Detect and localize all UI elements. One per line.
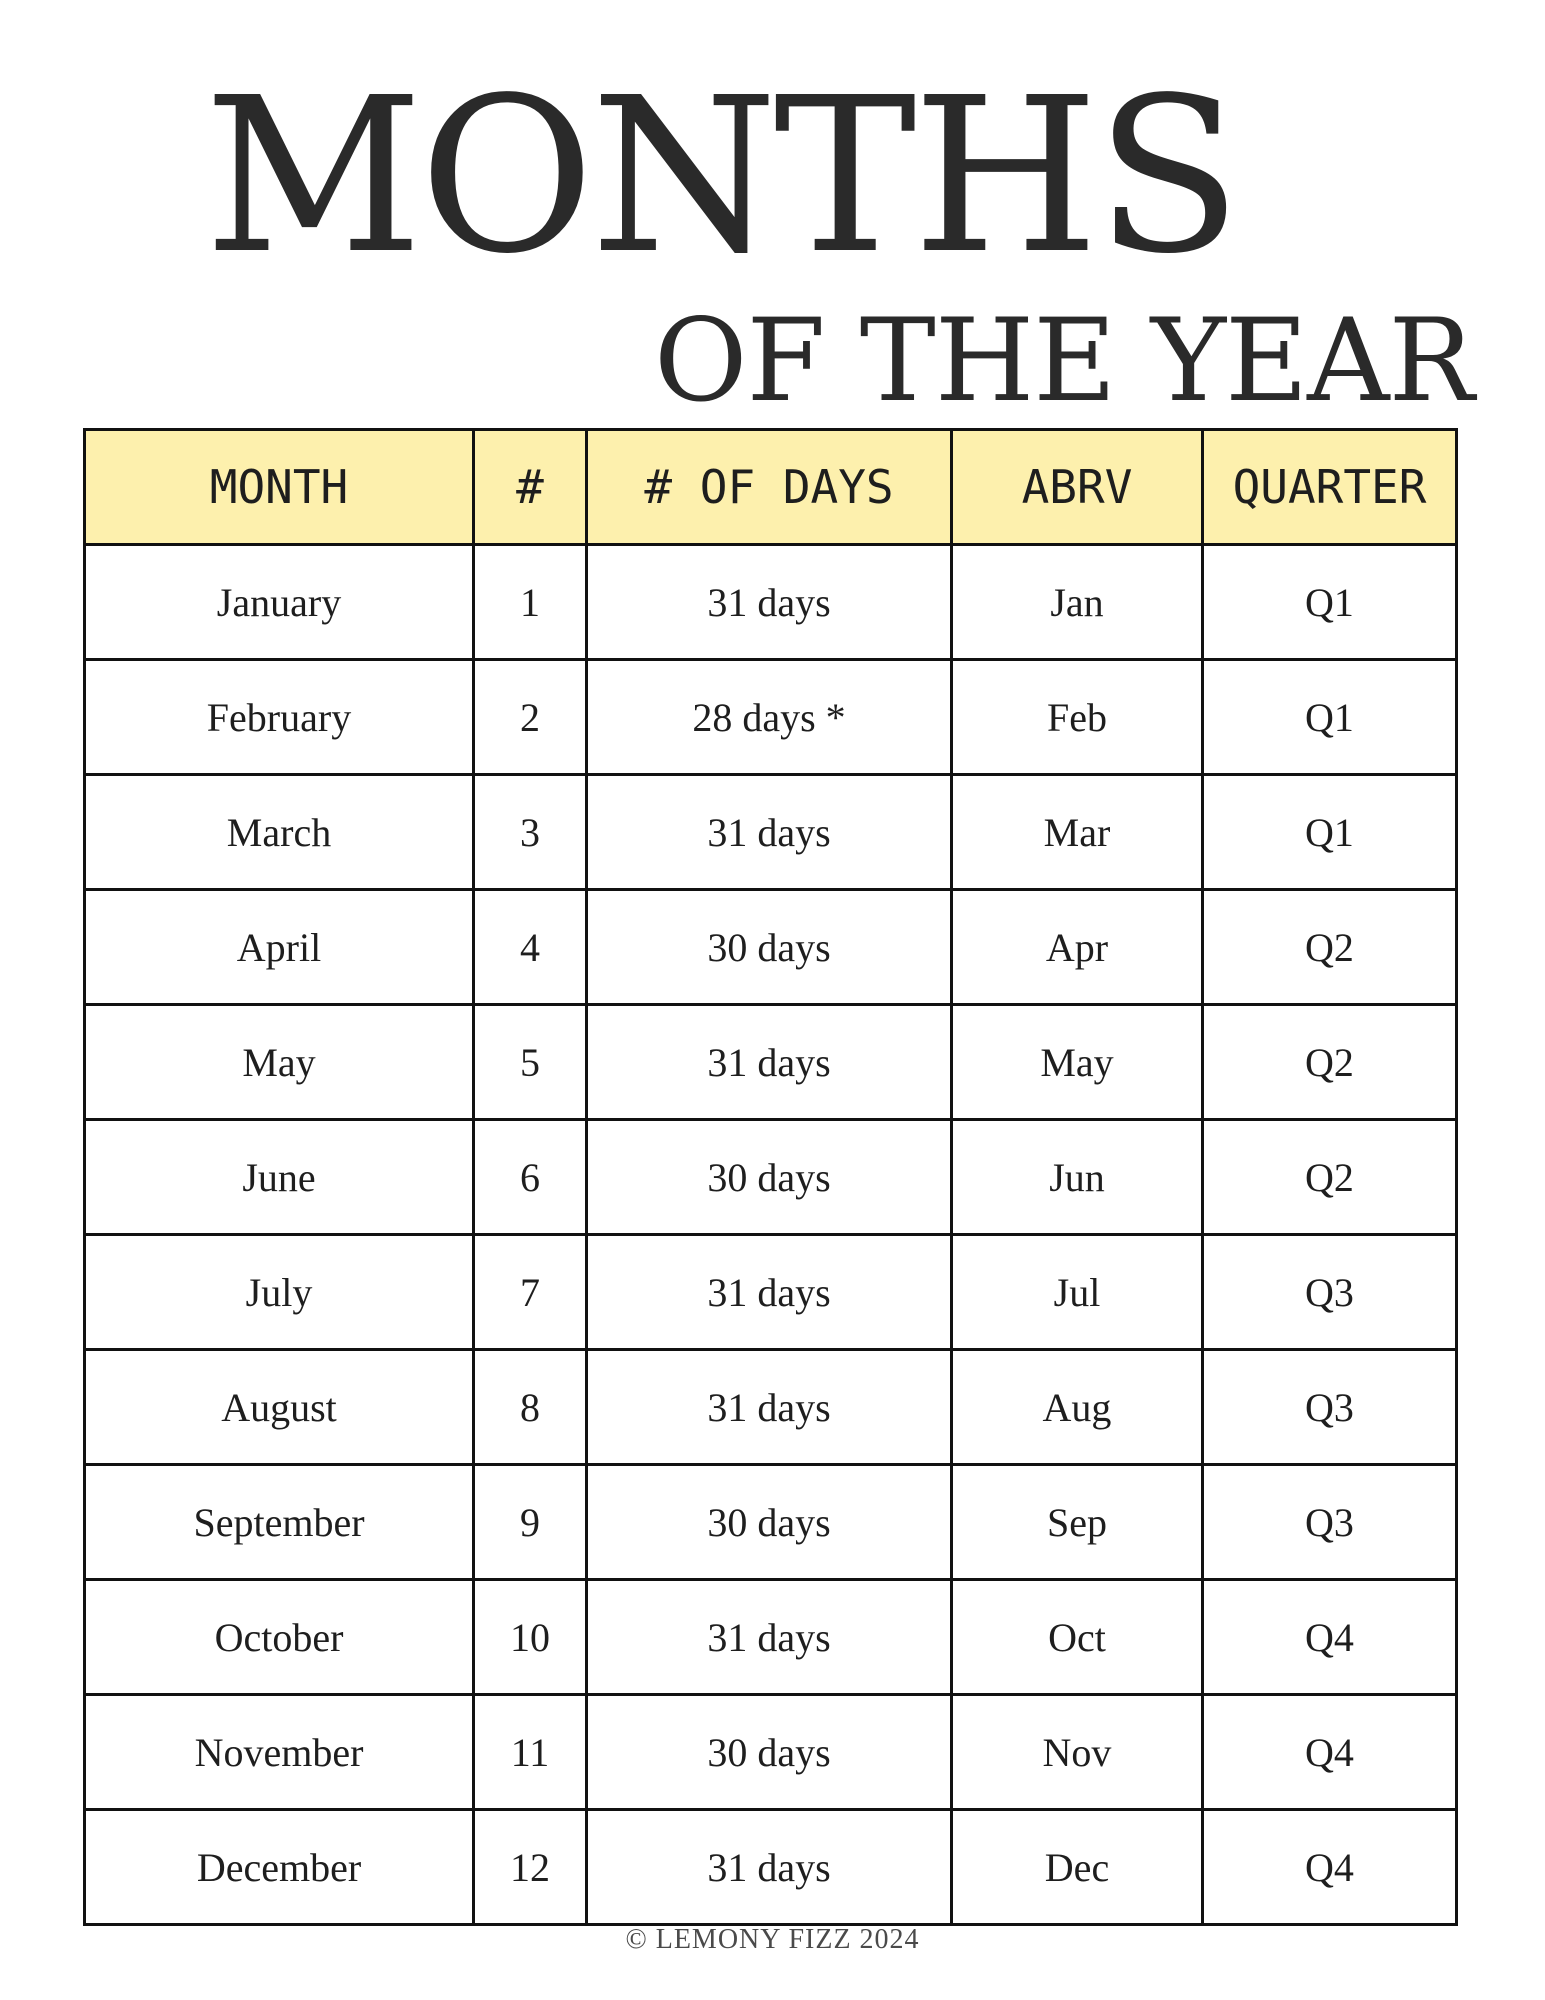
cell-month: November bbox=[85, 1695, 474, 1810]
cell-number: 3 bbox=[474, 775, 587, 890]
cell-abrv: Nov bbox=[952, 1695, 1203, 1810]
table-row bbox=[85, 1235, 1457, 1350]
copyright-footer: © LEMONY FIZZ 2024 bbox=[625, 1924, 920, 1955]
cell-abrv: Oct bbox=[952, 1580, 1203, 1695]
cell-number: 5 bbox=[474, 1005, 587, 1120]
cell-abrv: Sep bbox=[952, 1465, 1203, 1580]
cell-month: January bbox=[85, 545, 474, 660]
cell-days: 31 days bbox=[587, 1350, 952, 1465]
cell-quarter: Q3 bbox=[1203, 1235, 1457, 1350]
cell-abrv: Mar bbox=[952, 775, 1203, 890]
cell-days: 31 days bbox=[587, 1235, 952, 1350]
header-days: # OF DAYS bbox=[587, 430, 952, 545]
cell-abrv: Jan bbox=[952, 545, 1203, 660]
cell-quarter: Q2 bbox=[1203, 890, 1457, 1005]
cell-abrv: Dec bbox=[952, 1810, 1203, 1925]
cell-abrv: Aug bbox=[952, 1350, 1203, 1465]
cell-quarter: Q3 bbox=[1203, 1350, 1457, 1465]
cell-month: October bbox=[85, 1580, 474, 1695]
cell-days: 30 days bbox=[587, 1120, 952, 1235]
table-row bbox=[85, 1005, 1457, 1120]
cell-quarter: Q1 bbox=[1203, 545, 1457, 660]
cell-month: May bbox=[85, 1005, 474, 1120]
cell-days: 31 days bbox=[587, 775, 952, 890]
header-abrv: ABRV bbox=[952, 430, 1203, 545]
cell-days: 30 days bbox=[587, 1695, 952, 1810]
cell-quarter: Q2 bbox=[1203, 1005, 1457, 1120]
header-quarter: QUARTER bbox=[1203, 430, 1457, 545]
header-number: # bbox=[474, 430, 587, 545]
cell-month: August bbox=[85, 1350, 474, 1465]
cell-number: 11 bbox=[474, 1695, 587, 1810]
table-row bbox=[85, 1120, 1457, 1235]
cell-number: 4 bbox=[474, 890, 587, 1005]
table-row bbox=[85, 775, 1457, 890]
cell-abrv: Feb bbox=[952, 660, 1203, 775]
table-row bbox=[85, 1695, 1457, 1810]
cell-number: 2 bbox=[474, 660, 587, 775]
months-table bbox=[83, 428, 1458, 1926]
table-row bbox=[85, 660, 1457, 775]
cell-quarter: Q1 bbox=[1203, 775, 1457, 890]
table-header-row bbox=[85, 430, 1457, 545]
cell-abrv: Jul bbox=[952, 1235, 1203, 1350]
header-month: MONTH bbox=[85, 430, 474, 545]
page-subtitle: OF THE YEAR bbox=[654, 294, 1474, 427]
cell-days: 31 days bbox=[587, 1005, 952, 1120]
cell-month: June bbox=[85, 1120, 474, 1235]
table-row bbox=[85, 1810, 1457, 1925]
cell-month: April bbox=[85, 890, 474, 1005]
cell-number: 6 bbox=[474, 1120, 587, 1235]
cell-quarter: Q4 bbox=[1203, 1695, 1457, 1810]
cell-number: 12 bbox=[474, 1810, 587, 1925]
cell-quarter: Q4 bbox=[1203, 1580, 1457, 1695]
cell-abrv: Apr bbox=[952, 890, 1203, 1005]
page-title: MONTHS bbox=[204, 52, 1238, 301]
table-row bbox=[85, 545, 1457, 660]
cell-month: March bbox=[85, 775, 474, 890]
cell-month: December bbox=[85, 1810, 474, 1925]
cell-quarter: Q3 bbox=[1203, 1465, 1457, 1580]
cell-number: 1 bbox=[474, 545, 587, 660]
cell-abrv: Jun bbox=[952, 1120, 1203, 1235]
cell-month: July bbox=[85, 1235, 474, 1350]
cell-days: 30 days bbox=[587, 1465, 952, 1580]
cell-days: 28 days * bbox=[587, 660, 952, 775]
cell-abrv: May bbox=[952, 1005, 1203, 1120]
cell-number: 9 bbox=[474, 1465, 587, 1580]
cell-number: 7 bbox=[474, 1235, 587, 1350]
table-row bbox=[85, 1465, 1457, 1580]
cell-month: February bbox=[85, 660, 474, 775]
cell-number: 10 bbox=[474, 1580, 587, 1695]
cell-days: 30 days bbox=[587, 890, 952, 1005]
cell-quarter: Q1 bbox=[1203, 660, 1457, 775]
table-row bbox=[85, 890, 1457, 1005]
cell-days: 31 days bbox=[587, 545, 952, 660]
cell-month: September bbox=[85, 1465, 474, 1580]
table-row bbox=[85, 1350, 1457, 1465]
cell-quarter: Q4 bbox=[1203, 1810, 1457, 1925]
cell-quarter: Q2 bbox=[1203, 1120, 1457, 1235]
cell-days: 31 days bbox=[587, 1580, 952, 1695]
cell-days: 31 days bbox=[587, 1810, 952, 1925]
table-row bbox=[85, 1580, 1457, 1695]
cell-number: 8 bbox=[474, 1350, 587, 1465]
